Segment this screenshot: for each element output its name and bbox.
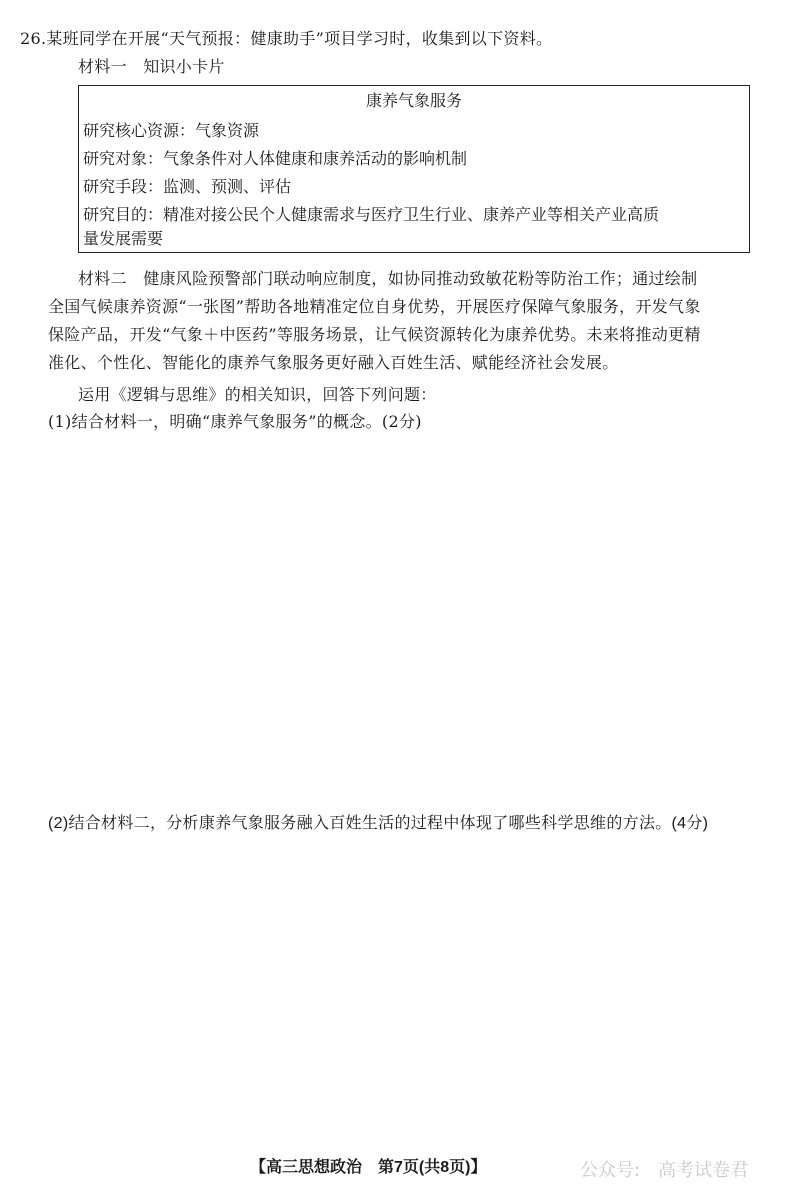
card-row-research-purpose-cont: 量发展需要 [83,229,164,248]
watermark-right: 高考试卷君 [658,1160,749,1181]
material2-line: 材料二 健康风险预警部门联动响应制度，如协同推动致敏花粉等防治工作；通过绘制 [78,269,698,288]
subquestion-2: (2)结合材料二，分析康养气象服务融入百姓生活的过程中体现了哪些科学思维的方法。(4分) [48,815,709,832]
watermark-left: 公众号: [580,1160,641,1181]
knowledge-card [78,85,750,253]
subquestion-1: (1)结合材料一，明确“康养气象服务”的概念。(2分) [48,412,422,431]
question-stem: 26.某班同学在开展“天气预报：健康助手”项目学习时，收集到以下资料。 [20,29,553,48]
watermark [580,1160,748,1182]
material2-line: 保险产品，开发“气象＋中医药”等服务场景，让气候资源转化为康养优势。未来将推动更精 [48,325,701,344]
card-row-research-means: 研究手段：监测、预测、评估 [83,177,292,196]
instruction: 运用《逻辑与思维》的相关知识，回答下列问题： [78,385,437,404]
card-row-core-resource: 研究核心资源：气象资源 [83,121,260,140]
material2-line: 准化、个性化、智能化的康养气象服务更好融入百姓生活、赋能经济社会发展。 [48,353,619,372]
page-footer: 【高三思想政治 第7页(共8页)】 [250,1159,487,1176]
material1-label: 材料一 知识小卡片 [78,57,225,76]
material2-line: 全国气候康养资源“一张图”帮助各地精准定位自身优势，开展医疗保障气象服务，开发气象 [48,297,701,316]
card-row-research-object: 研究对象：气象条件对人体健康和康养活动的影响机制 [83,149,468,168]
card-row-research-purpose: 研究目的：精准对接公民个人健康需求与医疗卫生行业、康养产业等相关产业高质 [83,205,660,224]
card-title: 康养气象服务 [365,91,462,110]
